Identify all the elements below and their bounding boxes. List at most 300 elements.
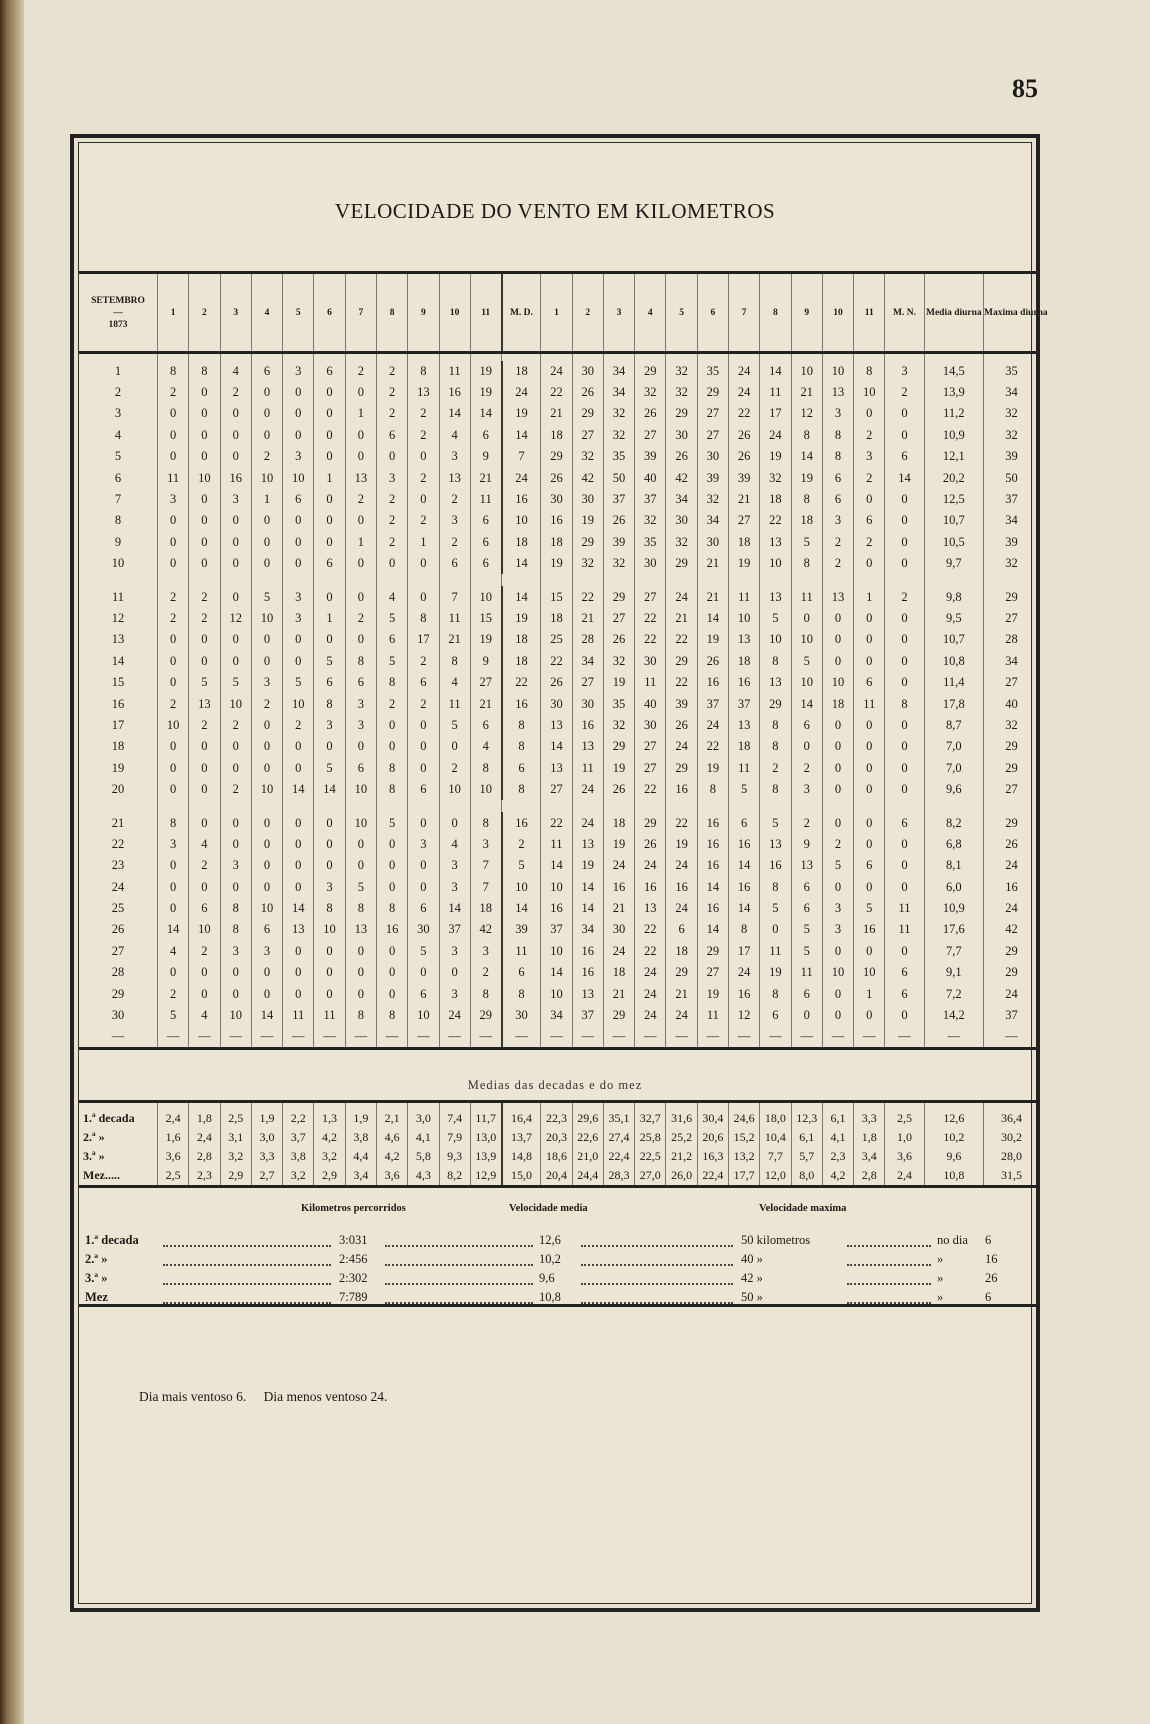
decade-value: 5,8 xyxy=(408,1147,439,1167)
value-cell: 10 xyxy=(470,779,501,800)
value-cell: 19 xyxy=(603,758,634,779)
dash-cell: — xyxy=(924,1026,983,1048)
leader-dots xyxy=(581,1233,733,1247)
summary-media: 10,2 xyxy=(539,1252,561,1266)
value-cell: 32 xyxy=(984,403,1039,424)
value-cell: 7,0 xyxy=(924,758,983,779)
table-row xyxy=(79,876,1039,897)
value-cell: 27 xyxy=(603,608,634,629)
value-cell: 26 xyxy=(603,779,634,800)
value-cell: 10 xyxy=(220,693,251,714)
value-cell: 11 xyxy=(791,586,822,607)
decade-value: 13,9 xyxy=(470,1147,501,1167)
gap-cell xyxy=(345,800,376,812)
value-cell: 0 xyxy=(854,941,885,962)
value-cell: 0 xyxy=(885,403,924,424)
gap-cell xyxy=(603,574,634,586)
value-cell: 10 xyxy=(251,898,282,919)
value-cell: 22 xyxy=(541,812,572,833)
value-cell: 10 xyxy=(541,876,572,897)
value-cell: 2 xyxy=(408,467,439,488)
value-cell: 32 xyxy=(603,553,634,574)
value-cell: 8 xyxy=(791,489,822,510)
dash-cell: — xyxy=(572,1026,603,1048)
value-cell: 2 xyxy=(189,608,220,629)
value-cell: 0 xyxy=(157,651,188,672)
value-cell: 3 xyxy=(854,446,885,467)
value-cell: 14 xyxy=(541,962,572,983)
value-cell: 13 xyxy=(541,758,572,779)
gap-cell xyxy=(502,574,541,586)
value-cell: 19 xyxy=(470,382,501,403)
value-cell: 39 xyxy=(635,446,666,467)
value-cell: 9,6 xyxy=(924,779,983,800)
value-cell: 14 xyxy=(439,403,470,424)
value-cell: 3 xyxy=(439,855,470,876)
value-cell: 6 xyxy=(854,510,885,531)
table-row xyxy=(79,834,1039,855)
value-cell: 39 xyxy=(697,467,728,488)
value-cell: 11 xyxy=(791,962,822,983)
value-cell: 5 xyxy=(439,715,470,736)
decade-value: 2,3 xyxy=(189,1167,220,1187)
value-cell: 0 xyxy=(220,553,251,574)
summary-max: 40 » xyxy=(741,1252,763,1266)
day-cell: 12 xyxy=(111,610,125,625)
value-cell: 22 xyxy=(635,629,666,650)
summary-day-prefix: » xyxy=(937,1290,944,1304)
hour-header-pm-7: 7 xyxy=(729,273,760,353)
value-cell: 14 xyxy=(502,898,541,919)
value-cell: 0 xyxy=(885,425,924,446)
summary-max: 50 » xyxy=(741,1290,763,1304)
value-cell: 0 xyxy=(822,1005,853,1026)
summary-km: 3:031 xyxy=(339,1233,368,1247)
value-cell: 2 xyxy=(189,855,220,876)
value-cell: 34 xyxy=(572,919,603,940)
value-cell: 29 xyxy=(541,446,572,467)
value-cell: 2 xyxy=(408,651,439,672)
value-cell: 13 xyxy=(822,382,853,403)
gap-cell xyxy=(729,574,760,586)
value-cell: 32 xyxy=(635,382,666,403)
value-cell: 29 xyxy=(572,403,603,424)
value-cell: 34 xyxy=(984,510,1039,531)
decade-value: 10,4 xyxy=(760,1128,791,1148)
spacer-cell xyxy=(470,353,501,361)
value-cell: 4 xyxy=(189,834,220,855)
hour-header-am-6: 6 xyxy=(314,273,345,353)
decade-value: 3,8 xyxy=(283,1147,314,1167)
year-label: 1873 xyxy=(108,319,128,330)
decade-value: 28,0 xyxy=(984,1147,1039,1167)
value-cell: 0 xyxy=(345,553,376,574)
summary-media: 12,6 xyxy=(539,1233,561,1247)
value-cell: 0 xyxy=(220,532,251,553)
value-cell: 34 xyxy=(984,382,1039,403)
value-cell: 0 xyxy=(408,758,439,779)
value-cell: 40 xyxy=(635,467,666,488)
value-cell: 14 xyxy=(283,779,314,800)
value-cell: 19 xyxy=(603,672,634,693)
decade-value: 3,1 xyxy=(220,1128,251,1148)
value-cell: 8 xyxy=(791,425,822,446)
table-row xyxy=(79,532,1039,553)
leader-dots xyxy=(847,1290,931,1304)
gap-cell xyxy=(791,574,822,586)
value-cell: 9,8 xyxy=(924,586,983,607)
value-cell: 0 xyxy=(885,876,924,897)
value-cell: 30 xyxy=(541,693,572,714)
gap-cell xyxy=(314,574,345,586)
decade-value: 4,3 xyxy=(408,1167,439,1187)
value-cell: 37 xyxy=(572,1005,603,1026)
value-cell: 0 xyxy=(283,941,314,962)
value-cell: 14 xyxy=(885,467,924,488)
value-cell: 16 xyxy=(697,812,728,833)
value-cell: 16 xyxy=(666,876,697,897)
value-cell: 0 xyxy=(189,629,220,650)
value-cell: 13 xyxy=(189,693,220,714)
dash-cell: — xyxy=(251,1026,282,1048)
value-cell: 50 xyxy=(603,467,634,488)
value-cell: 8 xyxy=(345,651,376,672)
value-cell: 29 xyxy=(666,553,697,574)
hour-header-am-11: 11 xyxy=(470,273,501,353)
value-cell: 26 xyxy=(603,629,634,650)
decade-value: 16,4 xyxy=(502,1102,541,1128)
value-cell: 35 xyxy=(984,361,1039,382)
value-cell: 0 xyxy=(314,586,345,607)
value-cell: 8 xyxy=(408,608,439,629)
value-cell: 8 xyxy=(760,651,791,672)
value-cell: 27 xyxy=(541,779,572,800)
table-body xyxy=(79,353,1039,1049)
value-cell: 8,1 xyxy=(924,855,983,876)
value-cell: 8 xyxy=(376,779,407,800)
value-cell: 5 xyxy=(854,898,885,919)
value-cell: 4 xyxy=(439,834,470,855)
table-row xyxy=(79,736,1039,757)
value-cell: 22 xyxy=(697,736,728,757)
spacer-cell xyxy=(189,353,220,361)
value-cell: 26 xyxy=(635,403,666,424)
value-cell: 3 xyxy=(822,919,853,940)
value-cell: 4 xyxy=(157,941,188,962)
dash-cell: — xyxy=(822,1026,853,1048)
value-cell: 16 xyxy=(697,855,728,876)
value-cell: 2 xyxy=(502,834,541,855)
value-cell: 22 xyxy=(502,672,541,693)
value-cell: 2 xyxy=(822,532,853,553)
value-cell: 37 xyxy=(697,693,728,714)
summary-day-prefix: » xyxy=(937,1271,944,1285)
gap-cell xyxy=(470,800,501,812)
value-cell: 0 xyxy=(220,983,251,1004)
value-cell: 24 xyxy=(635,962,666,983)
value-cell: 11 xyxy=(314,1005,345,1026)
spacer-cell xyxy=(439,353,470,361)
value-cell: 0 xyxy=(251,510,282,531)
value-cell: 7 xyxy=(470,855,501,876)
summary-row xyxy=(85,1233,1033,1253)
spacer-row xyxy=(79,353,1039,361)
value-cell: 0 xyxy=(885,1005,924,1026)
value-cell: 0 xyxy=(408,446,439,467)
value-cell: 18 xyxy=(822,693,853,714)
value-cell: 34 xyxy=(697,510,728,531)
value-cell: 30 xyxy=(408,919,439,940)
dash-cell: — xyxy=(189,1026,220,1048)
value-cell: 0 xyxy=(854,758,885,779)
table-frame xyxy=(70,134,1048,1612)
gap-cell xyxy=(470,574,501,586)
value-cell: 0 xyxy=(251,382,282,403)
hour-header-pm-5: 5 xyxy=(666,273,697,353)
value-cell: 0 xyxy=(220,962,251,983)
value-cell: 0 xyxy=(791,1005,822,1026)
day-cell: 16 xyxy=(111,696,125,711)
gap-cell xyxy=(79,574,157,586)
value-cell: 14 xyxy=(791,446,822,467)
value-cell: 10 xyxy=(251,467,282,488)
value-cell: 2 xyxy=(439,489,470,510)
value-cell: 8 xyxy=(760,983,791,1004)
value-cell: 5 xyxy=(760,898,791,919)
decade-value: 2,5 xyxy=(220,1102,251,1128)
value-cell: 6 xyxy=(885,812,924,833)
value-cell: 0 xyxy=(854,1005,885,1026)
gap-cell xyxy=(439,574,470,586)
value-cell: 5 xyxy=(189,672,220,693)
value-cell: 0 xyxy=(885,608,924,629)
value-cell: 19 xyxy=(666,834,697,855)
value-cell: 2 xyxy=(189,715,220,736)
value-cell: 29 xyxy=(984,736,1039,757)
value-cell: 29 xyxy=(666,403,697,424)
value-cell: 30 xyxy=(572,489,603,510)
summary-km: 2:302 xyxy=(339,1271,368,1285)
value-cell: 29 xyxy=(984,962,1039,983)
value-cell: 0 xyxy=(760,919,791,940)
value-cell: 29 xyxy=(603,736,634,757)
value-cell: 14 xyxy=(439,898,470,919)
value-cell: 6 xyxy=(345,758,376,779)
value-cell: 0 xyxy=(157,672,188,693)
value-cell: 32 xyxy=(984,715,1039,736)
value-cell: 27 xyxy=(635,736,666,757)
value-cell: 0 xyxy=(189,489,220,510)
gap-cell xyxy=(984,574,1039,586)
decade-value: 2,5 xyxy=(157,1167,188,1187)
summary-header-km: Kilometros percorridos xyxy=(301,1203,406,1214)
value-cell: 0 xyxy=(283,425,314,446)
value-cell: 13 xyxy=(408,382,439,403)
value-cell: 16 xyxy=(984,876,1039,897)
dash-cell: — xyxy=(603,1026,634,1048)
decade-value: 13,0 xyxy=(470,1128,501,1148)
value-cell: 2 xyxy=(791,812,822,833)
value-cell: 0 xyxy=(376,736,407,757)
value-cell: 13 xyxy=(345,467,376,488)
value-cell: 2 xyxy=(791,758,822,779)
value-cell: 6 xyxy=(666,919,697,940)
value-cell: 0 xyxy=(283,812,314,833)
value-cell: 3 xyxy=(157,834,188,855)
value-cell: 11 xyxy=(439,361,470,382)
value-cell: 0 xyxy=(251,403,282,424)
value-cell: 26 xyxy=(635,834,666,855)
day-cell: 8 xyxy=(114,513,122,528)
value-cell: 34 xyxy=(572,651,603,672)
value-cell: 3 xyxy=(470,834,501,855)
value-cell: 1 xyxy=(345,532,376,553)
decade-value: 22,3 xyxy=(541,1102,572,1128)
value-cell: 39 xyxy=(984,532,1039,553)
value-cell: 0 xyxy=(791,608,822,629)
value-cell: 12 xyxy=(791,403,822,424)
value-cell: 19 xyxy=(697,983,728,1004)
value-cell: 6 xyxy=(376,425,407,446)
value-cell: 16 xyxy=(376,919,407,940)
value-cell: 34 xyxy=(984,651,1039,672)
value-cell: 0 xyxy=(885,758,924,779)
value-cell: 10 xyxy=(760,629,791,650)
value-cell: 5 xyxy=(220,672,251,693)
value-cell: 10 xyxy=(854,962,885,983)
value-cell: 0 xyxy=(283,510,314,531)
value-cell: 0 xyxy=(220,510,251,531)
day-cell: 4 xyxy=(114,427,122,442)
value-cell: 7 xyxy=(439,586,470,607)
hour-header-pm-1: 1 xyxy=(541,273,572,353)
decade-value: 4,2 xyxy=(314,1128,345,1148)
value-cell: 8 xyxy=(760,736,791,757)
value-cell: 5 xyxy=(502,855,541,876)
value-cell: 24 xyxy=(760,425,791,446)
spacer-cell xyxy=(541,353,572,361)
dash-cell: — xyxy=(729,1026,760,1048)
value-cell: 39 xyxy=(666,693,697,714)
value-cell: 0 xyxy=(314,382,345,403)
value-cell: 2 xyxy=(189,941,220,962)
value-cell: 6 xyxy=(470,553,501,574)
value-cell: 0 xyxy=(157,510,188,531)
leader-dots xyxy=(385,1233,533,1247)
value-cell: 10,9 xyxy=(924,425,983,446)
leader-dots xyxy=(385,1252,533,1266)
value-cell: 10 xyxy=(283,467,314,488)
value-cell: 7 xyxy=(470,876,501,897)
value-cell: 8 xyxy=(408,361,439,382)
value-cell: 19 xyxy=(541,553,572,574)
decade-value: 9,3 xyxy=(439,1147,470,1167)
decade-row xyxy=(79,1167,1039,1187)
summary-label: 1.ª decada xyxy=(85,1233,139,1247)
hour-header-pm-4: 4 xyxy=(635,273,666,353)
dash-cell: — xyxy=(220,1026,251,1048)
value-cell: 0 xyxy=(157,855,188,876)
value-cell: 30 xyxy=(697,532,728,553)
decade-value: 3,4 xyxy=(854,1147,885,1167)
month-separator: — xyxy=(113,307,123,318)
value-cell: 4 xyxy=(189,1005,220,1026)
value-cell: 6 xyxy=(470,510,501,531)
value-cell: 16 xyxy=(729,983,760,1004)
value-cell: 32 xyxy=(697,489,728,510)
value-cell: 0 xyxy=(251,553,282,574)
day-cell: 15 xyxy=(111,675,125,690)
value-cell: 0 xyxy=(220,736,251,757)
value-cell: 7,0 xyxy=(924,736,983,757)
value-cell: 2 xyxy=(885,382,924,403)
decade-label: 3.ª » xyxy=(83,1149,105,1164)
hour-header-am-2: 2 xyxy=(189,273,220,353)
value-cell: 22 xyxy=(541,651,572,672)
value-cell: 0 xyxy=(791,736,822,757)
value-cell: 42 xyxy=(470,919,501,940)
value-cell: 6 xyxy=(729,812,760,833)
value-cell: 6 xyxy=(791,983,822,1004)
value-cell: 21 xyxy=(697,586,728,607)
value-cell: 0 xyxy=(251,532,282,553)
decade-value: 4,4 xyxy=(345,1147,376,1167)
value-cell: 2 xyxy=(408,693,439,714)
value-cell: 2 xyxy=(376,382,407,403)
value-cell: 2 xyxy=(283,715,314,736)
decade-value: 16,3 xyxy=(697,1147,728,1167)
value-cell: 29 xyxy=(635,361,666,382)
value-cell: 6 xyxy=(376,629,407,650)
value-cell: 0 xyxy=(345,983,376,1004)
value-cell: 0 xyxy=(251,651,282,672)
month-label: SETEMBRO xyxy=(91,295,145,306)
value-cell: 14 xyxy=(541,855,572,876)
value-cell: 0 xyxy=(314,425,345,446)
value-cell: 0 xyxy=(854,715,885,736)
gap-cell xyxy=(854,800,885,812)
value-cell: 13 xyxy=(760,672,791,693)
value-cell: 0 xyxy=(189,779,220,800)
value-cell: 21 xyxy=(697,553,728,574)
decade-value: 24,4 xyxy=(572,1167,603,1187)
value-cell: 0 xyxy=(822,629,853,650)
value-cell: 10 xyxy=(408,1005,439,1026)
value-cell: 32 xyxy=(572,446,603,467)
value-cell: 2 xyxy=(470,962,501,983)
value-cell: 13 xyxy=(572,834,603,855)
value-cell: 24 xyxy=(541,361,572,382)
value-cell: 14 xyxy=(791,693,822,714)
spacer-cell xyxy=(251,353,282,361)
value-cell: 2 xyxy=(376,403,407,424)
decade-value: 20,4 xyxy=(541,1167,572,1187)
decade-value: 1,0 xyxy=(885,1128,924,1148)
value-cell: 18 xyxy=(502,532,541,553)
decade-value: 2,9 xyxy=(220,1167,251,1187)
value-cell: 16 xyxy=(697,672,728,693)
value-cell: 17 xyxy=(760,403,791,424)
value-cell: 28 xyxy=(572,629,603,650)
decade-value: 18,6 xyxy=(541,1147,572,1167)
value-cell: 8 xyxy=(470,812,501,833)
decade-value: 2,1 xyxy=(376,1102,407,1128)
hour-header-am-7: 7 xyxy=(345,273,376,353)
day-cell: 2 xyxy=(114,385,122,400)
value-cell: 10 xyxy=(791,361,822,382)
decade-means-table xyxy=(79,1100,1039,1188)
gap-cell xyxy=(157,574,188,586)
